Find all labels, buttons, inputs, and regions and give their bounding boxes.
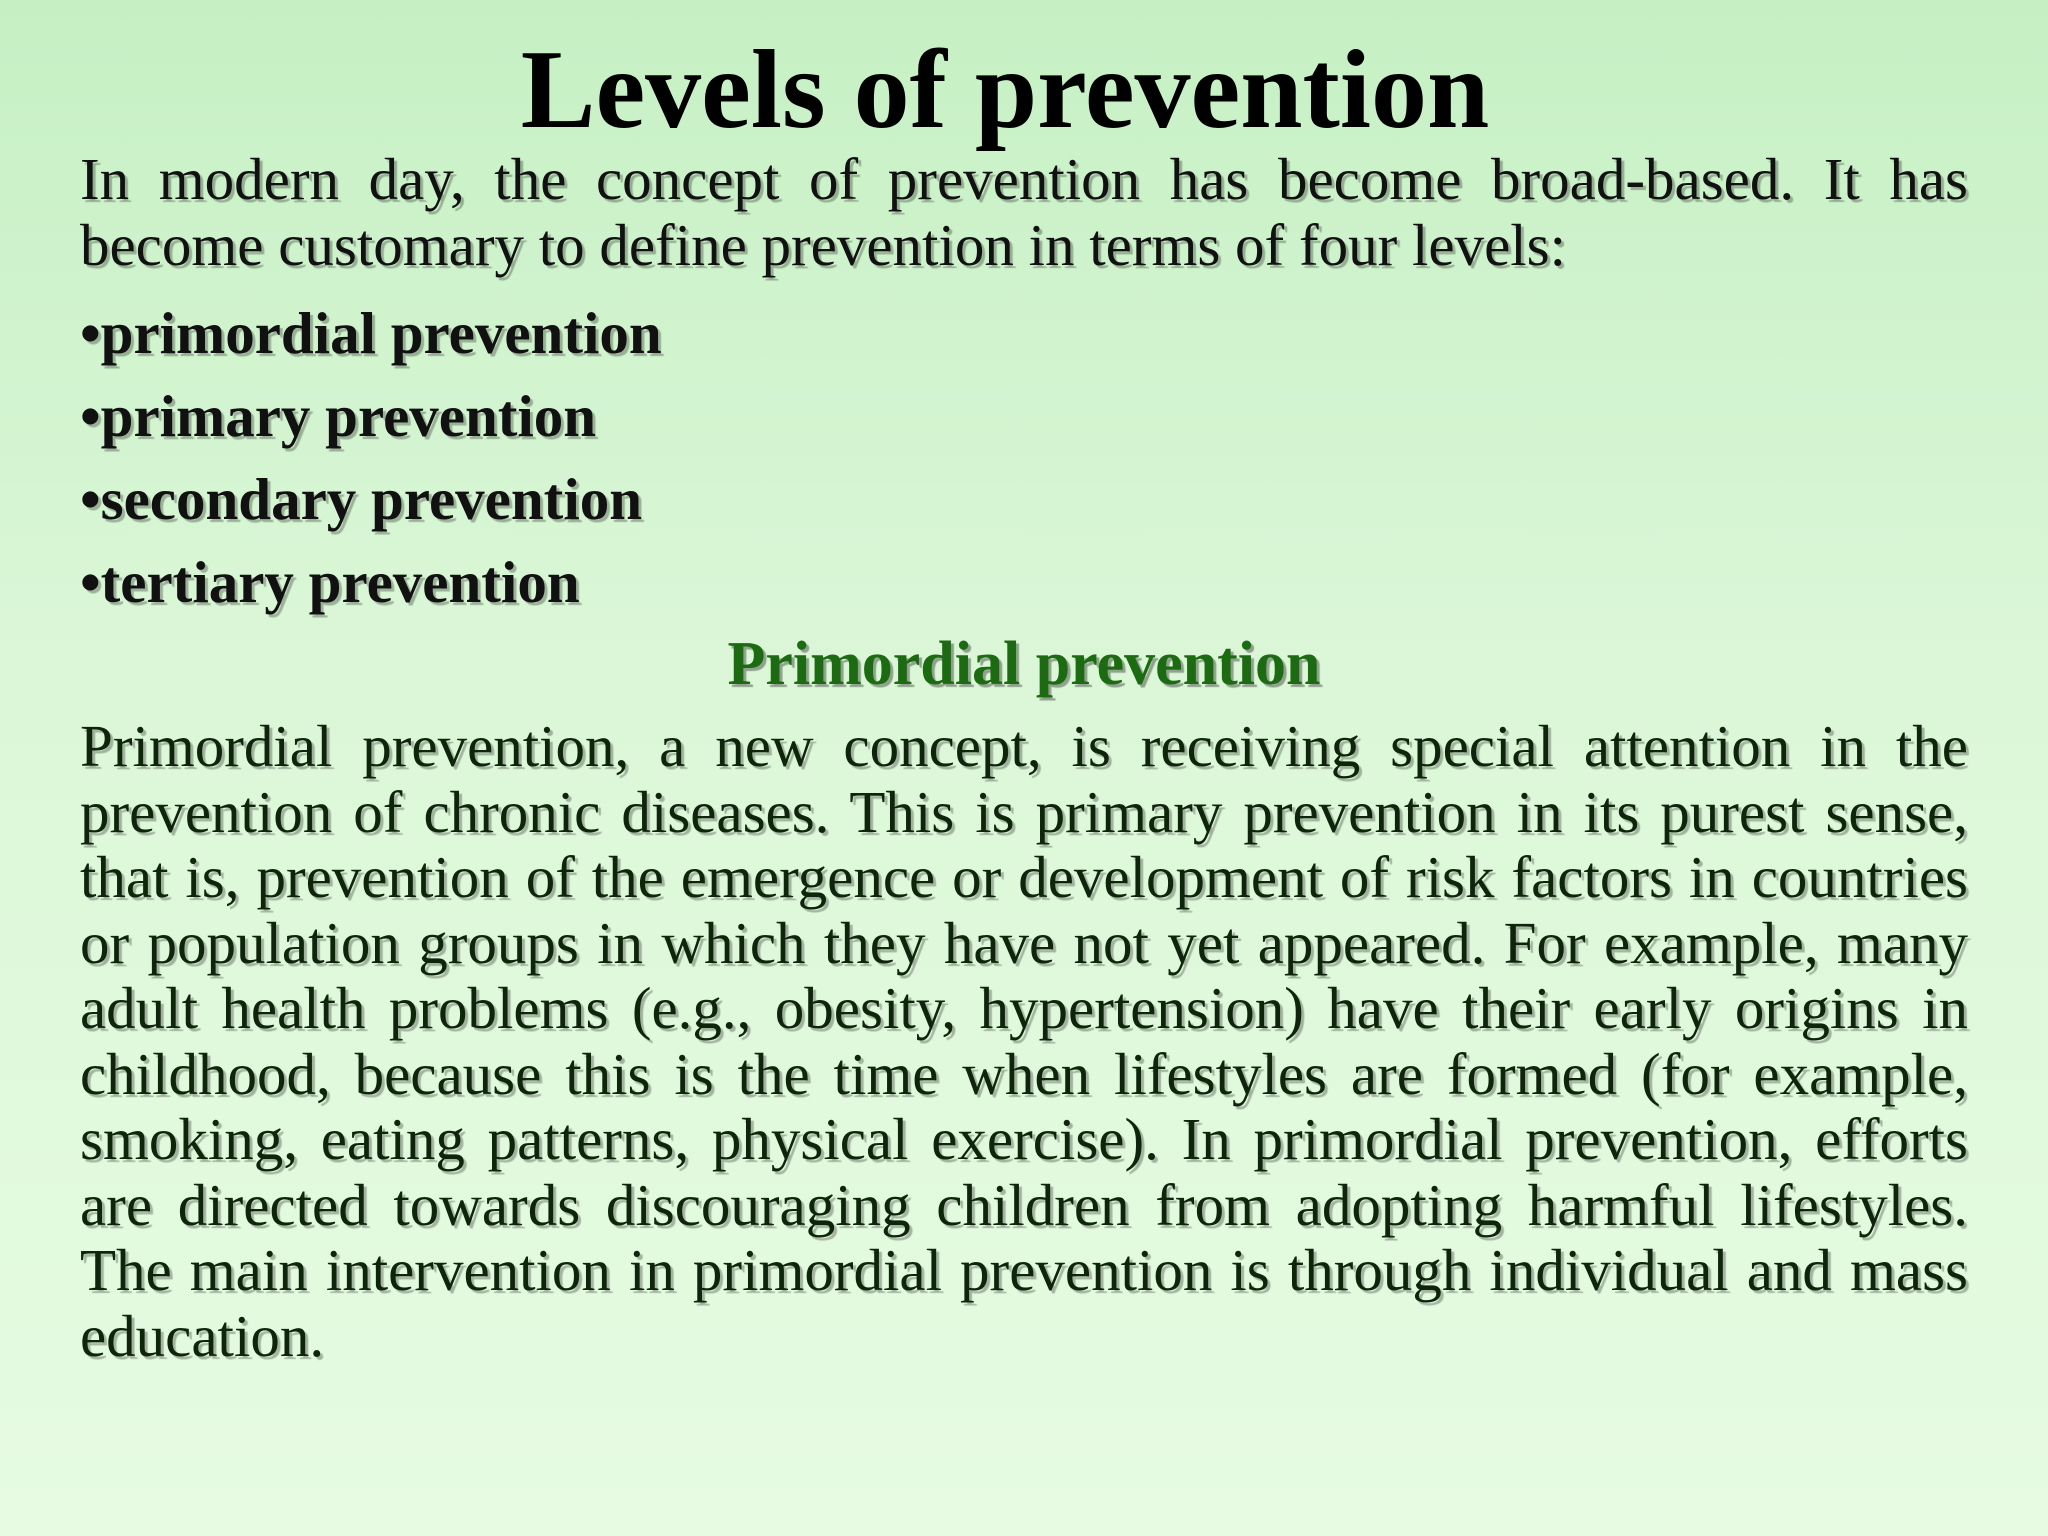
- level-label: primary prevention: [100, 383, 597, 449]
- level-label: tertiary prevention: [100, 549, 580, 615]
- level-label: primordial prevention: [100, 300, 662, 366]
- slide-title: Levels of prevention: [520, 28, 1490, 152]
- list-item: [80, 458, 662, 541]
- intro-paragraph: In modern day, the concept of prevention has become broad-based. It has become customary to define prevention in terms of four levels:: [80, 146, 1968, 278]
- list-item: [80, 292, 662, 375]
- bullet-icon: •: [80, 300, 101, 366]
- bullet-icon: •: [80, 383, 101, 449]
- bullet-icon: •: [80, 466, 101, 532]
- bullet-icon: •: [80, 549, 101, 615]
- section-heading: Primordial prevention: [727, 630, 1321, 698]
- prevention-levels-list: [80, 292, 662, 624]
- body-paragraph: Primordial prevention, a new concept, is receiving special attention in the prevention of chronic diseases. This is primary prevention in its purest sense, that is, prevention of the emergence or development of risk factors in countries or population groups in which they have not yet appeared. For example, many adult health problems (e.g., obesity, hypertension) have their early origins in childhood, because this is the time when lifestyles are formed (for example, smoking, eating patterns, physical exercise). In primordial prevention, efforts are directed towards discouraging children from adopting harmful lifestyles. The main intervention in primordial prevention is through individual and mass education.: [80, 713, 1968, 1369]
- list-item: [80, 541, 662, 624]
- list-item: [80, 375, 662, 458]
- level-label: secondary prevention: [100, 466, 643, 532]
